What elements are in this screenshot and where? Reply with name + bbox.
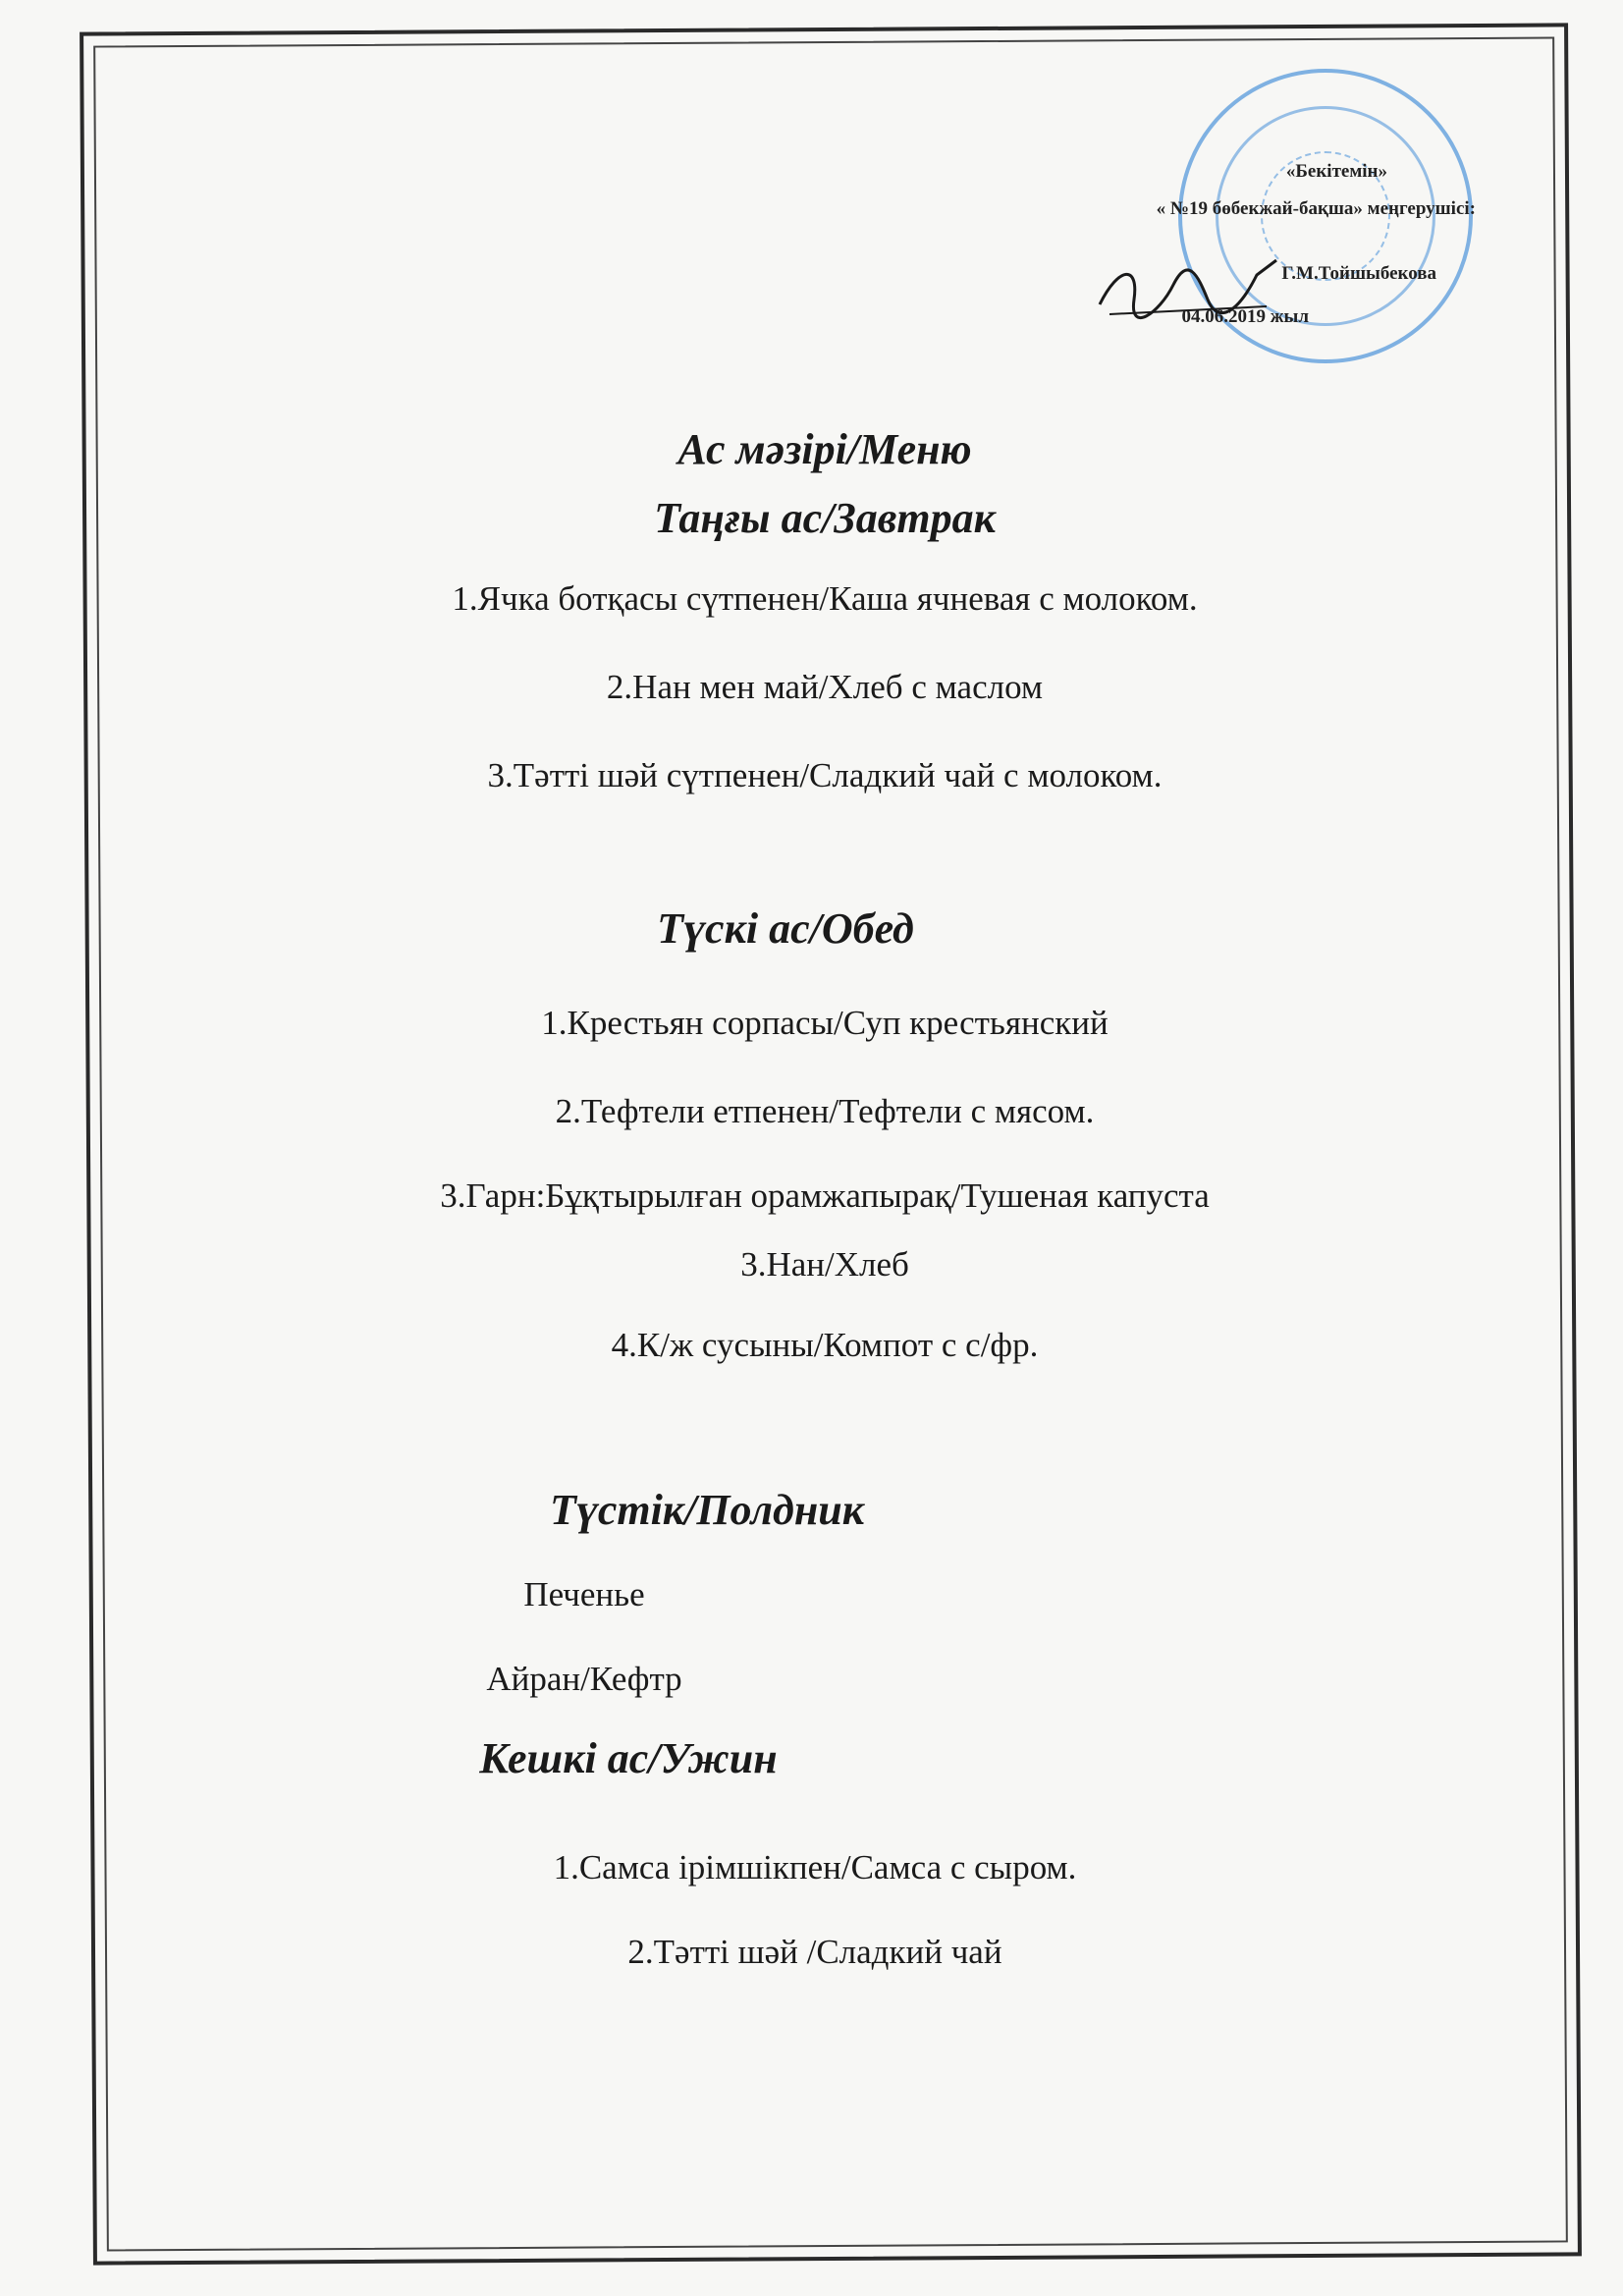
breakfast-item: 3.Тәтті шәй сүтпенен/Сладкий чай с молоком.: [487, 756, 1163, 794]
lunch-item: 3.Гарн:Бұқтырылған орамжапырақ/Тушеная капуста: [440, 1176, 1210, 1215]
breakfast-heading: Таңғы ас/Завтрак: [654, 494, 996, 542]
dinner-heading: Кешкі ас/Ужин: [479, 1734, 778, 1782]
dinner-item: 2.Тәтті шәй /Сладкий чай: [627, 1933, 1002, 1971]
menu-title: Ас мәзірі/Меню: [677, 425, 972, 473]
snack-heading: Түстік/Полдник: [549, 1486, 865, 1534]
approval-date: 04.06.2019 жыл: [1181, 306, 1309, 327]
breakfast-item: 1.Ячка ботқасы сүтпенен/Каша ячневая с молоком.: [452, 579, 1198, 618]
approval-title: «Бекітемін»: [1285, 161, 1387, 182]
signature: [1090, 246, 1286, 334]
lunch-item: 4.К/ж сусыны/Компот с с/фр.: [611, 1326, 1039, 1364]
approval-position: « №19 бөбекжай-бақша» меңгерушісі:: [1156, 198, 1476, 219]
snack-item: Айран/Кефтр: [486, 1660, 682, 1698]
snack-item: Печенье: [523, 1575, 645, 1613]
breakfast-item: 2.Нан мен май/Хлеб с маслом: [606, 668, 1044, 706]
lunch-item: 3.Нан/Хлеб: [740, 1245, 909, 1284]
lunch-heading: Түскі ас/Обед: [657, 904, 914, 953]
lunch-item: 1.Крестьян сорпасы/Суп крестьянский: [541, 1004, 1109, 1042]
dinner-item: 1.Самса ірімшікпен/Самса с сыром.: [553, 1848, 1077, 1886]
approval-name: Г.М.Тойшыбекова: [1281, 263, 1436, 284]
lunch-item: 2.Тефтели етпенен/Тефтели с мясом.: [555, 1092, 1095, 1130]
